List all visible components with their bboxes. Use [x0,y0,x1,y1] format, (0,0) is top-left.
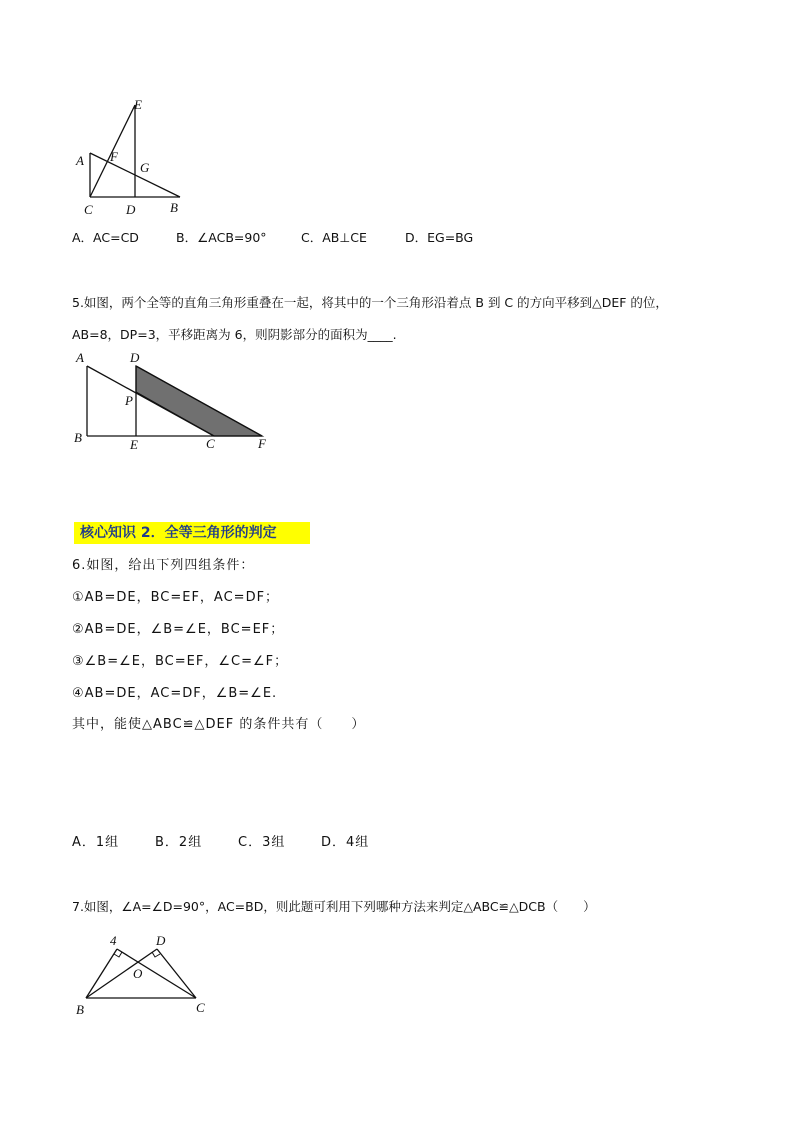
label-C: C [206,436,215,451]
option-d: D．EG=BG [405,230,474,245]
label-E: E [130,437,138,452]
q6-condition-1: ①AB=DE，BC=EF，AC=DF； [72,590,280,605]
option-a: A．AC=CD [72,230,139,245]
label-C: C [84,202,93,217]
option-a: A．1组 [72,835,120,850]
label-B: B [76,1002,84,1017]
section-heading: 核心知识 2．全等三角形的判定 [74,522,310,544]
label-F: F [110,149,118,164]
option-c: C．AB⊥CE [301,230,367,245]
figure-translation [70,348,280,456]
q6-stem: 6.如图，给出下列四组条件： [72,558,255,573]
q5-line2: AB=8，DP=3，平移距离为 6，则阴影部分的面积为____. [72,327,397,342]
q4-options [72,229,473,247]
label-D: D [126,202,136,217]
option-b: B．2组 [155,835,203,850]
label-A: 4 [110,933,117,948]
q6-options [72,834,369,852]
q6-condition-2: ②AB=DE，∠B=∠E，BC=EF； [72,622,285,637]
option-c: C．3组 [238,835,286,850]
figure-right-triangles [70,930,220,1022]
label-G: G [140,160,150,175]
option-b: B．∠ACB=90° [176,230,267,245]
q7-stem: 7.如图，∠A=∠D=90°，AC=BD，则此题可利用下列哪种方法来判定△ABC≌△DCB（ ） [72,899,596,914]
q6-condition-3: ③∠B=∠E，BC=EF，∠C=∠F； [72,654,289,669]
label-D: D [130,350,140,365]
label-C: C [196,1000,205,1015]
label-A: A [76,350,84,365]
option-d: D．4组 [321,835,370,850]
label-F: F [258,436,266,451]
label-E: E [134,97,142,112]
label-B: B [170,200,178,215]
label-D: D [156,933,166,948]
q6-condition-4: ④AB=DE，AC=DF，∠B=∠E. [72,686,278,701]
figure-triangle-efg [70,95,200,220]
label-O: O [133,966,143,981]
label-B: B [74,430,82,445]
q5-line1: 5.如图，两个全等的直角三角形重叠在一起，将其中的一个三角形沿着点 B 到 C 的方向平移到△DEF 的位， [72,295,668,310]
label-A: A [76,153,84,168]
q6-question: 其中，能使△ABC≌△DEF 的条件共有（ ） [72,717,366,732]
label-P: P [125,393,133,408]
